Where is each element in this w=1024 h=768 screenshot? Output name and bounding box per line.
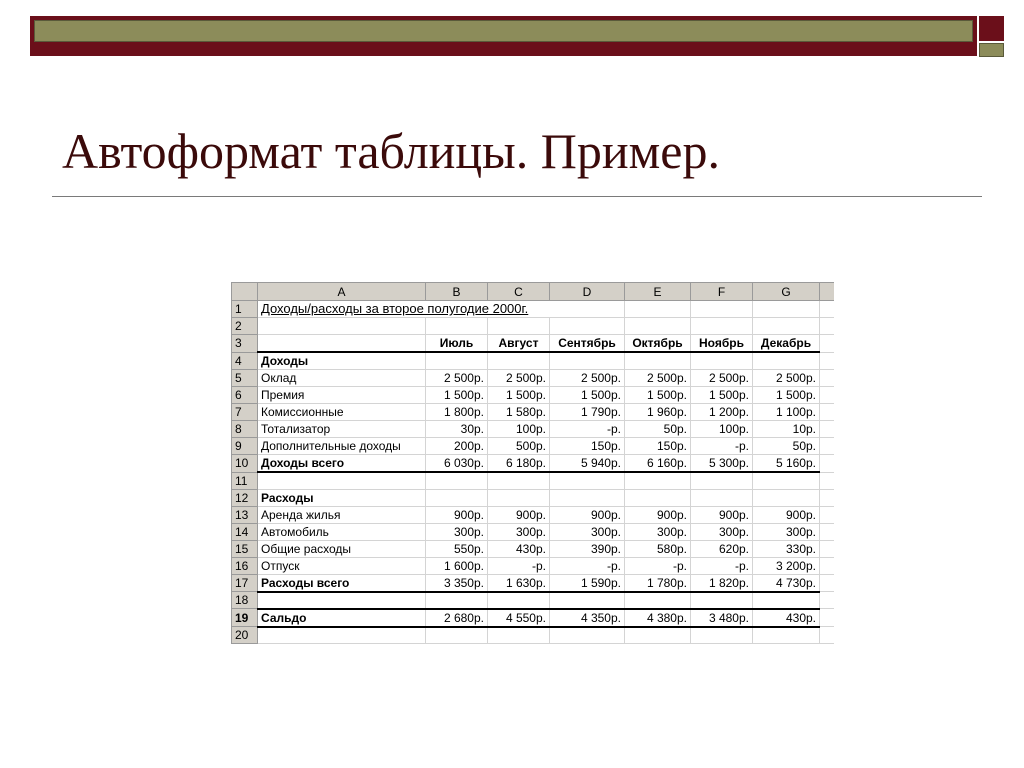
value-cell[interactable]: 580р. — [625, 540, 691, 557]
value-cell[interactable]: 150р. — [625, 438, 691, 455]
value-cell[interactable]: 100р. — [691, 421, 753, 438]
table-row — [232, 557, 835, 574]
table-row — [232, 540, 835, 557]
value-cell[interactable]: 300р. — [426, 523, 488, 540]
cell[interactable] — [820, 609, 835, 627]
total-label-cell[interactable]: Доходы всего — [258, 455, 426, 473]
balance-value-cell[interactable]: 4 380р. — [625, 609, 691, 627]
cell[interactable] — [820, 438, 835, 455]
cell[interactable] — [820, 455, 835, 473]
value-cell[interactable]: -р. — [550, 557, 625, 574]
value-cell[interactable]: 50р. — [753, 438, 820, 455]
column-header-h[interactable] — [820, 283, 835, 301]
cell[interactable] — [691, 472, 753, 489]
month-header-cell[interactable]: Сентябрь — [550, 335, 625, 353]
cell[interactable] — [625, 592, 691, 609]
cell[interactable] — [753, 489, 820, 506]
total-value-cell[interactable]: 6 180р. — [488, 455, 550, 473]
total-value-cell[interactable]: 1 630р. — [488, 574, 550, 592]
cell[interactable] — [426, 489, 488, 506]
slide-title: Автоформат таблицы. Пример. — [62, 123, 720, 179]
total-value-cell[interactable]: 4 730р. — [753, 574, 820, 592]
cell[interactable] — [691, 627, 753, 644]
cell[interactable] — [820, 421, 835, 438]
cell[interactable] — [820, 301, 835, 318]
cell[interactable] — [550, 489, 625, 506]
cell[interactable] — [820, 352, 835, 370]
select-all-corner[interactable] — [232, 283, 258, 301]
cell[interactable] — [691, 352, 753, 370]
table-row — [232, 352, 835, 370]
cell[interactable] — [820, 472, 835, 489]
cell[interactable] — [820, 387, 835, 404]
value-cell[interactable]: 900р. — [691, 506, 753, 523]
cell[interactable] — [550, 318, 625, 335]
cell[interactable] — [753, 627, 820, 644]
value-cell[interactable]: 300р. — [753, 523, 820, 540]
value-cell[interactable]: 1 500р. — [488, 387, 550, 404]
section-label-cell[interactable]: Доходы — [258, 352, 426, 370]
value-cell[interactable]: -р. — [691, 557, 753, 574]
column-header-g[interactable]: G — [753, 283, 820, 301]
table-row — [232, 574, 835, 592]
column-header-e[interactable]: E — [625, 283, 691, 301]
row-header[interactable]: 1 — [232, 301, 258, 318]
cell[interactable] — [691, 489, 753, 506]
balance-value-cell[interactable]: 4 550р. — [488, 609, 550, 627]
value-cell[interactable]: 50р. — [625, 421, 691, 438]
row-header[interactable]: 19 — [232, 609, 258, 627]
value-cell[interactable]: 1 100р. — [753, 404, 820, 421]
cell[interactable] — [820, 592, 835, 609]
month-header-cell[interactable]: Июль — [426, 335, 488, 353]
cell[interactable] — [550, 592, 625, 609]
value-cell[interactable]: 1 500р. — [426, 387, 488, 404]
cell[interactable] — [820, 370, 835, 387]
column-header-b[interactable]: B — [426, 283, 488, 301]
row-header[interactable]: 7 — [232, 404, 258, 421]
table-row — [232, 404, 835, 421]
cell[interactable] — [426, 352, 488, 370]
table-row — [232, 609, 835, 627]
row-header[interactable]: 4 — [232, 352, 258, 370]
row-header[interactable]: 16 — [232, 557, 258, 574]
column-header-row — [232, 283, 835, 301]
value-cell[interactable]: 1 500р. — [550, 387, 625, 404]
cell[interactable] — [426, 592, 488, 609]
month-header-cell[interactable]: Октябрь — [625, 335, 691, 353]
header-bar — [30, 16, 977, 56]
spreadsheet-table — [231, 282, 834, 644]
row-header[interactable]: 2 — [232, 318, 258, 335]
row-header[interactable]: 8 — [232, 421, 258, 438]
cell[interactable] — [820, 540, 835, 557]
value-cell[interactable]: 2 500р. — [426, 370, 488, 387]
cell[interactable] — [820, 523, 835, 540]
value-cell[interactable]: 900р. — [550, 506, 625, 523]
label-cell[interactable]: Премия — [258, 387, 426, 404]
value-cell[interactable]: 3 200р. — [753, 557, 820, 574]
row-header[interactable]: 14 — [232, 523, 258, 540]
total-value-cell[interactable]: 5 160р. — [753, 455, 820, 473]
table-row — [232, 455, 835, 473]
cell[interactable] — [691, 592, 753, 609]
table-row — [232, 489, 835, 506]
cell[interactable] — [820, 557, 835, 574]
cell[interactable] — [820, 627, 835, 644]
cell[interactable] — [488, 472, 550, 489]
value-cell[interactable]: 300р. — [550, 523, 625, 540]
value-cell[interactable]: 30р. — [426, 421, 488, 438]
cell[interactable] — [258, 627, 426, 644]
table-row — [232, 301, 835, 318]
month-header-cell[interactable]: Август — [488, 335, 550, 353]
table-row — [232, 318, 835, 335]
value-cell[interactable]: 1 800р. — [426, 404, 488, 421]
row-header[interactable]: 5 — [232, 370, 258, 387]
cell[interactable] — [550, 352, 625, 370]
cell[interactable] — [753, 592, 820, 609]
cell[interactable] — [625, 472, 691, 489]
cell[interactable] — [625, 627, 691, 644]
total-value-cell[interactable]: 5 300р. — [691, 455, 753, 473]
value-cell[interactable]: 390р. — [550, 540, 625, 557]
cell[interactable] — [753, 301, 820, 318]
header-square-top — [979, 16, 1004, 41]
cell[interactable] — [625, 489, 691, 506]
row-header[interactable]: 3 — [232, 335, 258, 353]
table-row — [232, 506, 835, 523]
value-cell[interactable]: 1 500р. — [691, 387, 753, 404]
table-row — [232, 387, 835, 404]
month-header-cell[interactable]: Декабрь — [753, 335, 820, 353]
column-header-f[interactable]: F — [691, 283, 753, 301]
table-row — [232, 472, 835, 489]
total-value-cell[interactable]: 1 820р. — [691, 574, 753, 592]
label-cell[interactable]: Отпуск — [258, 557, 426, 574]
cell[interactable] — [820, 404, 835, 421]
column-header-c[interactable]: C — [488, 283, 550, 301]
row-header[interactable]: 13 — [232, 506, 258, 523]
label-cell[interactable]: Дополнительные доходы — [258, 438, 426, 455]
table-row — [232, 523, 835, 540]
value-cell[interactable]: 330р. — [753, 540, 820, 557]
balance-value-cell[interactable]: 2 680р. — [426, 609, 488, 627]
value-cell[interactable]: 1 500р. — [625, 387, 691, 404]
total-value-cell[interactable]: 6 030р. — [426, 455, 488, 473]
value-cell[interactable]: 1 580р. — [488, 404, 550, 421]
table-row — [232, 421, 835, 438]
row-header[interactable]: 17 — [232, 574, 258, 592]
value-cell[interactable]: 550р. — [426, 540, 488, 557]
table-row — [232, 370, 835, 387]
balance-value-cell[interactable]: 430р. — [753, 609, 820, 627]
spreadsheet — [231, 282, 834, 665]
total-value-cell[interactable]: 1 590р. — [550, 574, 625, 592]
value-cell[interactable]: 2 500р. — [488, 370, 550, 387]
row-header[interactable]: 20 — [232, 627, 258, 644]
cell[interactable] — [550, 627, 625, 644]
header-bar-inner — [34, 20, 973, 42]
row-header[interactable]: 6 — [232, 387, 258, 404]
cell[interactable] — [488, 627, 550, 644]
value-cell[interactable]: 620р. — [691, 540, 753, 557]
sheet-title-cell[interactable]: Доходы/расходы за второе полугодие 2000г. — [258, 301, 625, 318]
cell[interactable] — [820, 574, 835, 592]
value-cell[interactable]: 900р. — [753, 506, 820, 523]
row-header[interactable]: 18 — [232, 592, 258, 609]
label-cell[interactable]: Аренда жилья — [258, 506, 426, 523]
value-cell[interactable]: 100р. — [488, 421, 550, 438]
row-header[interactable]: 9 — [232, 438, 258, 455]
balance-value-cell[interactable]: 3 480р. — [691, 609, 753, 627]
label-cell[interactable]: Тотализатор — [258, 421, 426, 438]
total-value-cell[interactable]: 3 350р. — [426, 574, 488, 592]
value-cell[interactable]: 900р. — [426, 506, 488, 523]
value-cell[interactable]: 900р. — [625, 506, 691, 523]
total-value-cell[interactable]: 1 780р. — [625, 574, 691, 592]
total-value-cell[interactable]: 6 160р. — [625, 455, 691, 473]
row-header[interactable]: 12 — [232, 489, 258, 506]
value-cell[interactable]: -р. — [691, 438, 753, 455]
value-cell[interactable]: -р. — [488, 557, 550, 574]
value-cell[interactable]: 500р. — [488, 438, 550, 455]
value-cell[interactable]: 2 500р. — [691, 370, 753, 387]
value-cell[interactable]: 1 790р. — [550, 404, 625, 421]
cell[interactable] — [753, 352, 820, 370]
cell[interactable] — [625, 318, 691, 335]
cell[interactable] — [753, 318, 820, 335]
value-cell[interactable]: 900р. — [488, 506, 550, 523]
value-cell[interactable]: 10р. — [753, 421, 820, 438]
cell[interactable] — [258, 472, 426, 489]
title-divider — [52, 196, 982, 197]
cell[interactable] — [625, 352, 691, 370]
label-cell[interactable]: Общие расходы — [258, 540, 426, 557]
balance-value-cell[interactable]: 4 350р. — [550, 609, 625, 627]
cell[interactable] — [258, 318, 426, 335]
cell[interactable] — [488, 352, 550, 370]
value-cell[interactable]: 1 200р. — [691, 404, 753, 421]
cell[interactable] — [488, 318, 550, 335]
value-cell[interactable]: 150р. — [550, 438, 625, 455]
section-label-cell[interactable]: Расходы — [258, 489, 426, 506]
value-cell[interactable]: 1 960р. — [625, 404, 691, 421]
cell[interactable] — [753, 472, 820, 489]
cell[interactable] — [488, 489, 550, 506]
column-header-d[interactable]: D — [550, 283, 625, 301]
value-cell[interactable]: -р. — [550, 421, 625, 438]
cell[interactable] — [550, 472, 625, 489]
cell[interactable] — [258, 592, 426, 609]
label-cell[interactable]: Комиссионные — [258, 404, 426, 421]
cell[interactable] — [426, 627, 488, 644]
month-header-cell[interactable]: Ноябрь — [691, 335, 753, 353]
value-cell[interactable]: 2 500р. — [753, 370, 820, 387]
table-row — [232, 627, 835, 644]
cell[interactable] — [820, 506, 835, 523]
cell[interactable] — [488, 592, 550, 609]
table-row — [232, 438, 835, 455]
value-cell[interactable]: 2 500р. — [550, 370, 625, 387]
value-cell[interactable]: 2 500р. — [625, 370, 691, 387]
value-cell[interactable]: 1 500р. — [753, 387, 820, 404]
label-cell[interactable]: Автомобиль — [258, 523, 426, 540]
column-header-a[interactable]: A — [258, 283, 426, 301]
table-row — [232, 335, 835, 353]
cell[interactable] — [691, 318, 753, 335]
value-cell[interactable]: 300р. — [488, 523, 550, 540]
row-header[interactable]: 11 — [232, 472, 258, 489]
total-value-cell[interactable]: 5 940р. — [550, 455, 625, 473]
table-row — [232, 592, 835, 609]
cell[interactable] — [820, 318, 835, 335]
header-square-bottom — [979, 43, 1004, 57]
cell[interactable] — [820, 335, 835, 353]
cell[interactable] — [258, 335, 426, 353]
value-cell[interactable]: 300р. — [691, 523, 753, 540]
cell[interactable] — [426, 472, 488, 489]
value-cell[interactable]: 430р. — [488, 540, 550, 557]
balance-label-cell[interactable]: Сальдо — [258, 609, 426, 627]
row-header[interactable]: 10 — [232, 455, 258, 473]
cell[interactable] — [691, 301, 753, 318]
cell[interactable] — [625, 301, 691, 318]
label-cell[interactable]: Оклад — [258, 370, 426, 387]
cell[interactable] — [820, 489, 835, 506]
cell[interactable] — [426, 318, 488, 335]
value-cell[interactable]: 200р. — [426, 438, 488, 455]
value-cell[interactable]: 300р. — [625, 523, 691, 540]
row-header[interactable]: 15 — [232, 540, 258, 557]
value-cell[interactable]: 1 600р. — [426, 557, 488, 574]
value-cell[interactable]: -р. — [625, 557, 691, 574]
total-label-cell[interactable]: Расходы всего — [258, 574, 426, 592]
